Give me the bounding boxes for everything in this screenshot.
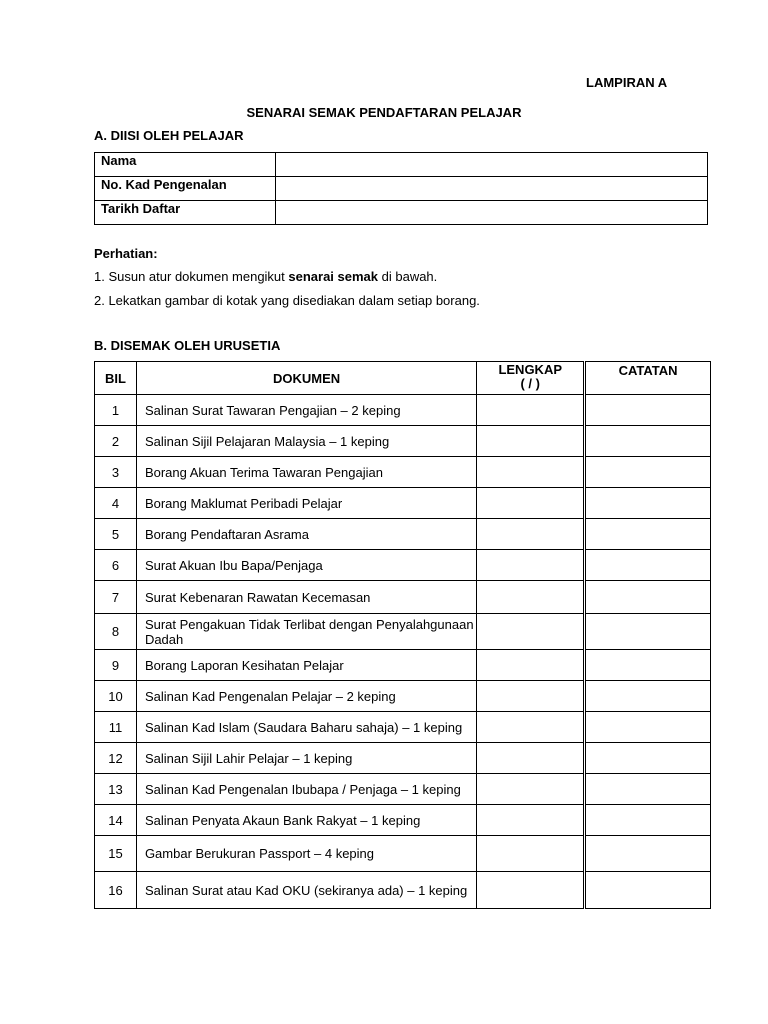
checklist-row xyxy=(95,614,711,650)
row-number: 14 xyxy=(95,805,137,836)
student-info-row xyxy=(95,153,708,177)
document-name: Surat Pengakuan Tidak Terlibat dengan Penyalahgunaan Dadah xyxy=(136,614,476,650)
row-number: 15 xyxy=(95,836,137,872)
checklist-row xyxy=(95,488,711,519)
row-number: 4 xyxy=(95,488,137,519)
document-name: Borang Akuan Terima Tawaran Pengajian xyxy=(136,457,476,488)
document-name: Borang Maklumat Peribadi Pelajar xyxy=(136,488,476,519)
document-name: Salinan Surat atau Kad OKU (sekiranya ada) – 1 keping xyxy=(136,872,476,909)
column-header-dokumen: DOKUMEN xyxy=(136,362,476,395)
catatan-cell[interactable] xyxy=(586,743,711,774)
lengkap-checkbox-cell[interactable] xyxy=(477,488,584,519)
notes-heading: Perhatian: xyxy=(94,246,158,261)
checklist-row xyxy=(95,519,711,550)
note-2: 2. Lekatkan gambar di kotak yang disediakan dalam setiap borang. xyxy=(94,293,480,308)
document-name: Salinan Kad Pengenalan Ibubapa / Penjaga – 1 keping xyxy=(136,774,476,805)
checklist-row xyxy=(95,681,711,712)
section-a-heading: A. DIISI OLEH PELAJAR xyxy=(94,128,244,143)
row-number: 2 xyxy=(95,426,137,457)
checklist-row xyxy=(95,426,711,457)
field-label: Tarikh Daftar xyxy=(95,201,276,225)
row-number: 16 xyxy=(95,872,137,909)
catatan-cell[interactable] xyxy=(586,650,711,681)
catatan-cell[interactable] xyxy=(586,774,711,805)
page-title: SENARAI SEMAK PENDAFTARAN PELAJAR xyxy=(246,105,522,120)
field-value[interactable] xyxy=(276,153,708,177)
checklist-row xyxy=(95,872,711,909)
lengkap-checkbox-cell[interactable] xyxy=(477,681,584,712)
student-info-row xyxy=(95,201,708,225)
row-number: 8 xyxy=(95,614,137,650)
lengkap-checkbox-cell[interactable] xyxy=(477,872,584,909)
catatan-cell[interactable] xyxy=(586,519,711,550)
lengkap-label: LENGKAP xyxy=(498,362,562,377)
section-b-heading: B. DISEMAK OLEH URUSETIA xyxy=(94,338,281,353)
lengkap-checkbox-cell[interactable] xyxy=(477,614,584,650)
document-name: Borang Pendaftaran Asrama xyxy=(136,519,476,550)
document-name: Salinan Kad Islam (Saudara Baharu sahaja) – 1 keping xyxy=(136,712,476,743)
row-number: 6 xyxy=(95,550,137,581)
row-number: 11 xyxy=(95,712,137,743)
catatan-cell[interactable] xyxy=(586,581,711,614)
lengkap-checkbox-cell[interactable] xyxy=(477,426,584,457)
catatan-cell[interactable] xyxy=(586,550,711,581)
note-1 xyxy=(94,269,437,284)
row-number: 1 xyxy=(95,395,137,426)
column-header-lengkap xyxy=(477,362,584,395)
document-name: Gambar Berukuran Passport – 4 keping xyxy=(136,836,476,872)
checklist-header-row xyxy=(95,362,711,395)
row-number: 10 xyxy=(95,681,137,712)
lengkap-checkbox-cell[interactable] xyxy=(477,395,584,426)
catatan-cell[interactable] xyxy=(586,488,711,519)
field-label: No. Kad Pengenalan xyxy=(95,177,276,201)
column-header-bil: BIL xyxy=(95,362,137,395)
document-name: Salinan Kad Pengenalan Pelajar – 2 keping xyxy=(136,681,476,712)
lengkap-checkbox-cell[interactable] xyxy=(477,712,584,743)
checklist-row xyxy=(95,581,711,614)
appendix-label: LAMPIRAN A xyxy=(586,75,668,90)
checklist-row xyxy=(95,836,711,872)
checklist-row xyxy=(95,712,711,743)
row-number: 9 xyxy=(95,650,137,681)
catatan-cell[interactable] xyxy=(586,395,711,426)
checklist-row xyxy=(95,395,711,426)
document-name: Surat Kebenaran Rawatan Kecemasan xyxy=(136,581,476,614)
row-number: 12 xyxy=(95,743,137,774)
note-1-prefix: 1. Susun atur dokumen mengikut xyxy=(94,269,289,284)
catatan-cell[interactable] xyxy=(586,805,711,836)
note-1-emphasis: senarai semak xyxy=(288,269,379,284)
lengkap-checkbox-cell[interactable] xyxy=(477,457,584,488)
lengkap-checkbox-cell[interactable] xyxy=(477,519,584,550)
checklist-row xyxy=(95,805,711,836)
column-header-catatan: CATATAN xyxy=(586,362,711,395)
document-name: Salinan Surat Tawaran Pengajian – 2 keping xyxy=(136,395,476,426)
row-number: 7 xyxy=(95,581,137,614)
catatan-cell[interactable] xyxy=(586,681,711,712)
lengkap-mark: ( / ) xyxy=(520,376,540,391)
document-name: Salinan Penyata Akaun Bank Rakyat – 1 keping xyxy=(136,805,476,836)
document-name: Salinan Sijil Pelajaran Malaysia – 1 keping xyxy=(136,426,476,457)
checklist-row xyxy=(95,774,711,805)
row-number: 3 xyxy=(95,457,137,488)
catatan-cell[interactable] xyxy=(586,712,711,743)
catatan-cell[interactable] xyxy=(586,457,711,488)
lengkap-checkbox-cell[interactable] xyxy=(477,774,584,805)
lengkap-checkbox-cell[interactable] xyxy=(477,581,584,614)
lengkap-checkbox-cell[interactable] xyxy=(477,743,584,774)
document-name: Salinan Sijil Lahir Pelajar – 1 keping xyxy=(136,743,476,774)
checklist-row xyxy=(95,550,711,581)
lengkap-checkbox-cell[interactable] xyxy=(477,650,584,681)
field-value[interactable] xyxy=(276,201,708,225)
document-name: Surat Akuan Ibu Bapa/Penjaga xyxy=(136,550,476,581)
row-number: 5 xyxy=(95,519,137,550)
note-1-suffix: di bawah. xyxy=(378,269,438,284)
student-info-row xyxy=(95,177,708,201)
checklist-row xyxy=(95,743,711,774)
lengkap-checkbox-cell[interactable] xyxy=(477,805,584,836)
row-number: 13 xyxy=(95,774,137,805)
catatan-cell[interactable] xyxy=(586,426,711,457)
lengkap-checkbox-cell[interactable] xyxy=(477,836,584,872)
checklist-row xyxy=(95,457,711,488)
field-value[interactable] xyxy=(276,177,708,201)
catatan-cell[interactable] xyxy=(586,614,711,650)
catatan-cell[interactable] xyxy=(586,872,711,909)
checklist-table xyxy=(94,361,711,909)
field-label: Nama xyxy=(95,153,276,177)
document-name: Borang Laporan Kesihatan Pelajar xyxy=(136,650,476,681)
catatan-cell[interactable] xyxy=(586,836,711,872)
checklist-row xyxy=(95,650,711,681)
lengkap-checkbox-cell[interactable] xyxy=(477,550,584,581)
student-info-table xyxy=(94,152,708,225)
